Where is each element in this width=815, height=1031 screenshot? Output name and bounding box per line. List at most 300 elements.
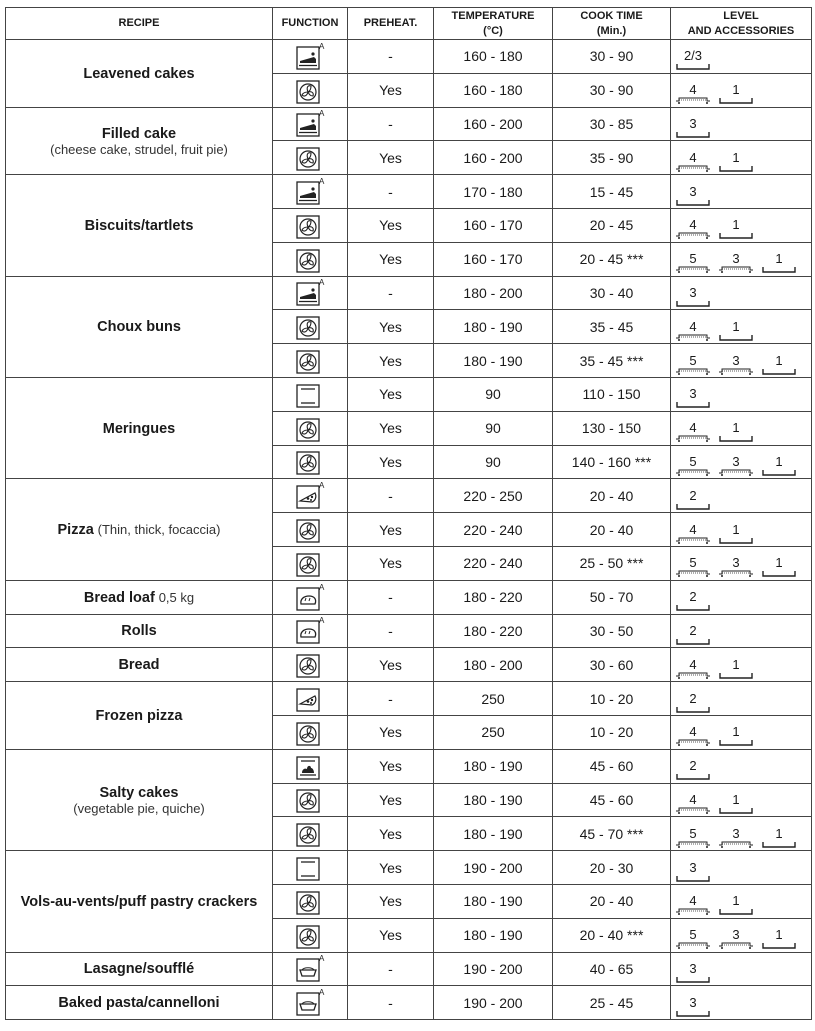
level-cell <box>671 445 812 479</box>
table-row <box>6 107 812 141</box>
level-item <box>718 793 754 815</box>
level-group <box>671 650 811 680</box>
preheat-cell: - <box>348 40 434 74</box>
function-cell <box>273 648 348 682</box>
temperature-cell: 180 - 200 <box>434 276 553 310</box>
recipe-cell <box>6 276 273 377</box>
level-number: 2 <box>689 622 697 638</box>
bread-icon <box>295 583 325 612</box>
wire-shelf-icon <box>675 368 711 376</box>
preheat-cell: - <box>348 682 434 716</box>
auto-mark: A <box>319 481 325 491</box>
baking-tray-icon <box>762 266 796 274</box>
cook-time-cell: 10 - 20 <box>553 715 671 749</box>
function-cell <box>273 783 348 817</box>
table-row <box>6 40 812 74</box>
pizza-icon <box>295 481 325 510</box>
level-number: 1 <box>775 825 783 841</box>
fan-icon <box>295 650 325 679</box>
function-cell <box>273 445 348 479</box>
preheat-cell: Yes <box>348 648 434 682</box>
wire-shelf-icon <box>675 908 711 916</box>
function-cell <box>273 986 348 1020</box>
baking-tray-icon <box>719 97 753 105</box>
cook-time-cell: 110 - 150 <box>553 377 671 411</box>
header-temperature <box>434 8 553 40</box>
temperature-cell: 180 - 190 <box>434 344 553 378</box>
table-row <box>6 276 812 310</box>
cook-time-cell: 20 - 40 <box>553 884 671 918</box>
level-number: 2/3 <box>683 48 703 64</box>
level-cell <box>671 411 812 445</box>
level-group <box>671 75 811 105</box>
cook-time-cell: 20 - 40 *** <box>553 918 671 952</box>
temperature-cell: 250 <box>434 682 553 716</box>
cake-icon <box>295 42 325 71</box>
baking-tray-icon <box>762 942 796 950</box>
function-cell <box>273 749 348 783</box>
cook-time-cell: 40 - 65 <box>553 952 671 986</box>
recipe-name: Leavened cakes <box>83 65 195 82</box>
fan-icon <box>295 211 325 240</box>
cook-time-cell: 30 - 90 <box>553 73 671 107</box>
level-cell <box>671 783 812 817</box>
function-cell <box>273 580 348 614</box>
table-row <box>6 175 812 209</box>
pastry-icon <box>295 752 325 781</box>
recipe-name: Salty cakes <box>99 784 179 801</box>
wire-shelf-icon <box>675 739 711 747</box>
recipe-cell <box>6 682 273 750</box>
level-item <box>675 759 711 781</box>
wire-shelf-icon <box>675 334 711 342</box>
cake-icon <box>295 177 325 206</box>
fan-icon <box>295 414 325 443</box>
level-number: 3 <box>732 825 740 841</box>
level-cell <box>671 817 812 851</box>
level-cell <box>671 310 812 344</box>
level-cell <box>671 40 812 74</box>
level-group <box>671 515 811 545</box>
baking-tray-icon <box>719 908 753 916</box>
header-level-label-2: AND ACCESSORIES <box>687 24 795 37</box>
preheat-cell: Yes <box>348 817 434 851</box>
level-item <box>718 252 754 274</box>
fan-icon <box>295 887 325 916</box>
level-number: 2 <box>689 758 697 774</box>
preheat-cell: Yes <box>348 310 434 344</box>
level-number: 3 <box>732 251 740 267</box>
fan-icon <box>295 921 325 950</box>
dish-icon <box>295 988 325 1017</box>
baking-tray-icon <box>719 537 753 545</box>
level-group <box>671 920 811 950</box>
cook-time-cell: 30 - 90 <box>553 40 671 74</box>
baking-tray-icon <box>676 131 710 139</box>
level-group <box>671 346 811 376</box>
level-number: 3 <box>689 994 697 1010</box>
recipe-note: (Thin, thick, focaccia) <box>97 522 221 538</box>
recipe-cell <box>6 479 273 580</box>
recipe-name: Bread loaf <box>83 589 155 606</box>
level-number: 4 <box>689 656 697 672</box>
baking-tray-icon <box>676 300 710 308</box>
preheat-cell: - <box>348 479 434 513</box>
temperature-cell: 160 - 180 <box>434 40 553 74</box>
fan-icon <box>295 143 325 172</box>
recipe-name: Vols-au-vents/puff pastry crackers <box>20 893 258 910</box>
level-cell <box>671 208 812 242</box>
function-cell <box>273 817 348 851</box>
level-number: 3 <box>689 859 697 875</box>
level-item <box>761 455 797 477</box>
level-number: 1 <box>732 724 740 740</box>
level-cell <box>671 952 812 986</box>
level-item <box>761 252 797 274</box>
table-row <box>6 986 812 1020</box>
preheat-cell: Yes <box>348 377 434 411</box>
level-group <box>671 210 811 240</box>
recipe-cell <box>6 580 273 614</box>
level-item <box>718 421 754 443</box>
level-number: 4 <box>689 724 697 740</box>
level-item <box>675 218 711 240</box>
baking-tray-icon <box>676 1010 710 1018</box>
level-cell <box>671 107 812 141</box>
wire-shelf-icon <box>675 672 711 680</box>
fan-icon <box>295 447 325 476</box>
temperature-cell: 180 - 190 <box>434 310 553 344</box>
recipe-name: Pizza <box>57 522 94 539</box>
level-item <box>675 455 711 477</box>
level-item <box>761 556 797 578</box>
level-number: 4 <box>689 791 697 807</box>
level-group <box>671 582 811 612</box>
function-cell <box>273 276 348 310</box>
level-item <box>761 928 797 950</box>
table-row <box>6 749 812 783</box>
level-cell <box>671 242 812 276</box>
wire-shelf-icon <box>718 841 754 849</box>
preheat-cell: Yes <box>348 884 434 918</box>
level-item <box>718 725 754 747</box>
recipe-name: Bread <box>118 657 160 674</box>
baking-tray-icon <box>676 401 710 409</box>
level-number: 1 <box>732 82 740 98</box>
recipe-cell <box>6 749 273 850</box>
function-cell <box>273 614 348 648</box>
cook-time-cell: 30 - 85 <box>553 107 671 141</box>
level-item <box>675 962 711 984</box>
temperature-cell: 220 - 240 <box>434 546 553 580</box>
cook-time-cell: 45 - 60 <box>553 783 671 817</box>
recipe-name: Frozen pizza <box>95 707 183 724</box>
level-cell <box>671 344 812 378</box>
recipe-cell <box>6 175 273 276</box>
level-cell <box>671 614 812 648</box>
table-row <box>6 377 812 411</box>
temperature-cell: 180 - 190 <box>434 783 553 817</box>
level-group <box>671 177 811 207</box>
function-cell <box>273 344 348 378</box>
level-item <box>718 354 754 376</box>
preheat-cell: Yes <box>348 783 434 817</box>
level-item <box>675 556 711 578</box>
cook-time-cell: 140 - 160 *** <box>553 445 671 479</box>
function-cell <box>273 715 348 749</box>
level-number: 5 <box>689 927 697 943</box>
table-row <box>6 851 812 885</box>
level-group <box>671 481 811 511</box>
auto-mark: A <box>319 278 325 288</box>
auto-mark: A <box>319 988 325 998</box>
pizza-icon <box>295 684 325 713</box>
preheat-cell: - <box>348 175 434 209</box>
recipe-cell <box>6 614 273 648</box>
level-group <box>671 785 811 815</box>
level-item <box>675 489 711 511</box>
level-cell <box>671 851 812 885</box>
level-cell <box>671 546 812 580</box>
cake-icon <box>295 278 325 307</box>
table-body <box>6 40 812 1020</box>
level-group <box>671 548 811 578</box>
recipe-cell <box>6 648 273 682</box>
fan-icon <box>295 312 325 341</box>
level-item <box>675 658 711 680</box>
level-item <box>718 151 754 173</box>
header-level-label: LEVEL <box>723 9 759 22</box>
temperature-cell: 190 - 200 <box>434 952 553 986</box>
recipe-name: Biscuits/tartlets <box>84 217 194 234</box>
level-item <box>718 827 754 849</box>
level-group <box>671 379 811 409</box>
level-item <box>675 83 711 105</box>
cook-time-cell: 20 - 30 <box>553 851 671 885</box>
preheat-cell: - <box>348 614 434 648</box>
temperature-cell: 180 - 190 <box>434 918 553 952</box>
temperature-cell: 90 <box>434 411 553 445</box>
function-cell <box>273 242 348 276</box>
level-number: 5 <box>689 825 697 841</box>
level-number: 1 <box>732 791 740 807</box>
function-cell <box>273 479 348 513</box>
preheat-cell: Yes <box>348 546 434 580</box>
level-number: 1 <box>732 521 740 537</box>
level-number: 4 <box>689 217 697 233</box>
recipe-name: Baked pasta/cannelloni <box>58 995 220 1012</box>
level-item <box>675 928 711 950</box>
wire-shelf-icon <box>675 469 711 477</box>
preheat-cell: Yes <box>348 73 434 107</box>
temperature-cell: 220 - 240 <box>434 513 553 547</box>
header-cook-time-label: COOK TIME <box>580 9 643 22</box>
cook-time-cell: 10 - 20 <box>553 682 671 716</box>
level-number: 1 <box>732 420 740 436</box>
table-row <box>6 682 812 716</box>
level-group <box>671 278 811 308</box>
level-group <box>671 244 811 274</box>
level-group <box>671 312 811 342</box>
table-row <box>6 952 812 986</box>
level-item <box>675 624 711 646</box>
level-cell <box>671 884 812 918</box>
level-item <box>675 421 711 443</box>
level-cell <box>671 580 812 614</box>
header-cook-time <box>553 8 671 40</box>
temperature-cell: 190 - 200 <box>434 986 553 1020</box>
recipe-name: Meringues <box>102 420 176 437</box>
cook-time-cell: 35 - 90 <box>553 141 671 175</box>
auto-mark: A <box>319 109 325 119</box>
level-item <box>675 185 711 207</box>
level-group <box>671 616 811 646</box>
level-item <box>675 590 711 612</box>
level-number: 1 <box>775 555 783 571</box>
fan-icon <box>295 245 325 274</box>
level-number: 2 <box>689 589 697 605</box>
dish-icon <box>295 954 325 983</box>
function-cell <box>273 310 348 344</box>
recipe-name: Rolls <box>121 623 157 640</box>
function-cell <box>273 546 348 580</box>
fan-icon <box>295 718 325 747</box>
cook-time-cell: 25 - 45 <box>553 986 671 1020</box>
table-row <box>6 614 812 648</box>
preheat-cell: - <box>348 986 434 1020</box>
level-item <box>675 894 711 916</box>
auto-mark: A <box>319 954 325 964</box>
cook-time-cell: 20 - 40 <box>553 513 671 547</box>
wire-shelf-icon <box>675 570 711 578</box>
wire-shelf-icon <box>675 942 711 950</box>
level-number: 1 <box>732 656 740 672</box>
level-number: 2 <box>689 487 697 503</box>
level-item <box>718 218 754 240</box>
recipe-cell <box>6 851 273 952</box>
level-number: 3 <box>689 183 697 199</box>
recipe-cell <box>6 40 273 108</box>
temperature-cell: 160 - 200 <box>434 107 553 141</box>
preheat-cell: Yes <box>348 851 434 885</box>
level-cell <box>671 73 812 107</box>
baking-tray-icon <box>762 469 796 477</box>
level-item <box>675 725 711 747</box>
level-item <box>718 83 754 105</box>
temperature-cell: 180 - 190 <box>434 749 553 783</box>
cook-time-cell: 35 - 45 <box>553 310 671 344</box>
function-cell <box>273 952 348 986</box>
level-number: 5 <box>689 352 697 368</box>
recipe-cell <box>6 377 273 478</box>
level-item <box>675 286 711 308</box>
level-item <box>675 861 711 883</box>
table-row <box>6 648 812 682</box>
baking-tray-icon <box>762 570 796 578</box>
baking-tray-icon <box>719 807 753 815</box>
level-item <box>675 692 711 714</box>
cook-time-cell: 20 - 45 <box>553 208 671 242</box>
level-group <box>671 751 811 781</box>
baking-tray-icon <box>719 334 753 342</box>
header-level <box>671 8 812 40</box>
temperature-cell: 180 - 200 <box>434 648 553 682</box>
table-row <box>6 479 812 513</box>
level-group <box>671 41 811 71</box>
level-item <box>675 793 711 815</box>
fan-icon <box>295 76 325 105</box>
level-cell <box>671 682 812 716</box>
level-number: 4 <box>689 521 697 537</box>
cook-time-cell: 45 - 60 <box>553 749 671 783</box>
cook-time-cell: 30 - 60 <box>553 648 671 682</box>
level-cell <box>671 175 812 209</box>
level-item <box>675 117 711 139</box>
baking-tray-icon <box>676 199 710 207</box>
static-icon <box>295 853 325 882</box>
level-item <box>675 523 711 545</box>
function-cell <box>273 851 348 885</box>
preheat-cell: Yes <box>348 918 434 952</box>
recipe-cell <box>6 986 273 1020</box>
recipe-note: 0,5 kg <box>158 589 195 605</box>
preheat-cell: - <box>348 107 434 141</box>
level-group <box>671 819 811 849</box>
baking-tray-icon <box>676 604 710 612</box>
temperature-cell: 180 - 220 <box>434 614 553 648</box>
level-group <box>671 109 811 139</box>
level-group <box>671 886 811 916</box>
temperature-cell: 160 - 200 <box>434 141 553 175</box>
preheat-cell: Yes <box>348 344 434 378</box>
level-number: 3 <box>689 284 697 300</box>
level-item <box>718 556 754 578</box>
cook-time-cell: 20 - 40 <box>553 479 671 513</box>
preheat-cell: Yes <box>348 715 434 749</box>
function-cell <box>273 40 348 74</box>
wire-shelf-icon <box>718 368 754 376</box>
preheat-cell: Yes <box>348 141 434 175</box>
level-number: 4 <box>689 82 697 98</box>
preheat-cell: Yes <box>348 749 434 783</box>
level-number: 4 <box>689 318 697 334</box>
function-cell <box>273 175 348 209</box>
function-cell <box>273 141 348 175</box>
wire-shelf-icon <box>675 841 711 849</box>
level-cell <box>671 513 812 547</box>
level-item <box>675 252 711 274</box>
level-number: 1 <box>775 251 783 267</box>
temperature-cell: 220 - 250 <box>434 479 553 513</box>
function-cell <box>273 513 348 547</box>
preheat-cell: Yes <box>348 208 434 242</box>
table-row <box>6 580 812 614</box>
wire-shelf-icon <box>675 807 711 815</box>
recipe-name: Choux buns <box>97 319 181 336</box>
cook-time-cell: 30 - 50 <box>553 614 671 648</box>
fan-icon <box>295 346 325 375</box>
recipe-subtitle: (vegetable pie, quiche) <box>73 800 205 816</box>
temperature-cell: 250 <box>434 715 553 749</box>
level-group <box>671 143 811 173</box>
header-function: FUNCTION <box>273 8 348 40</box>
wire-shelf-icon <box>675 165 711 173</box>
level-item <box>675 151 711 173</box>
header-row <box>6 8 812 40</box>
recipe-subtitle: (cheese cake, strudel, fruit pie) <box>50 141 228 157</box>
recipe-name: Lasagne/soufflé <box>83 961 195 978</box>
function-cell <box>273 107 348 141</box>
